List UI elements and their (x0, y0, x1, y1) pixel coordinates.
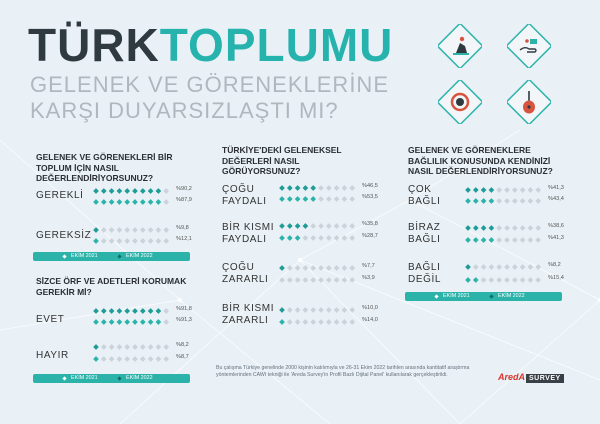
diamond-mark (295, 196, 301, 202)
diamond-mark (342, 319, 348, 325)
title-part1: TÜRK (28, 19, 160, 71)
diamond-mark (504, 237, 510, 243)
diamond-mark (295, 235, 301, 241)
diamond-mark (520, 225, 526, 231)
diamond-mark (528, 237, 534, 243)
diamond-mark (140, 227, 146, 233)
diamond-mark (535, 237, 541, 243)
diamond-mark (496, 264, 502, 270)
q2-title: SİZCE ÖRF VE ADETLERİ KORUMAK GEREKİR Mİ? (36, 276, 187, 297)
q3-label-0: ÇOĞU FAYDALI (222, 184, 267, 207)
diamond-mark (496, 198, 502, 204)
diamond-mark (496, 225, 502, 231)
diamond-mark (465, 237, 471, 243)
diamond-mark (156, 319, 162, 325)
diamond-mark (279, 265, 285, 271)
diamond-mark (101, 238, 107, 244)
diamond-mark (535, 277, 541, 283)
diamond-mark (349, 307, 355, 313)
diamond-mark (140, 238, 146, 244)
diamond-mark (342, 307, 348, 313)
diamond-mark (528, 225, 534, 231)
diamond-mark (496, 277, 502, 283)
diamond-mark (303, 235, 309, 241)
diamond-mark (109, 227, 115, 233)
q1-label-1: GEREKSİZ (36, 230, 92, 241)
diamond-mark (132, 356, 138, 362)
q1-legend: EKİM 2021 EKİM 2022 (33, 252, 190, 261)
diamond-mark (334, 265, 340, 271)
diamond-mark (334, 307, 340, 313)
diamond-mark (512, 277, 518, 283)
diamond-mark (489, 264, 495, 270)
diamond-mark (326, 223, 332, 229)
diamond-mark (132, 344, 138, 350)
diamond-mark (117, 199, 123, 205)
diamond-mark (287, 319, 293, 325)
diamond-mark (132, 238, 138, 244)
diamond-mark (148, 319, 154, 325)
diamond-mark (140, 199, 146, 205)
q3-label-1: BİR KISMI FAYDALI (222, 222, 275, 245)
diamond-mark (163, 238, 169, 244)
q1-label-0: GEREKLİ (36, 190, 84, 201)
diamond-mark (303, 307, 309, 313)
diamond-mark (310, 277, 316, 283)
diamond-mark (473, 264, 479, 270)
diamond-mark (124, 227, 130, 233)
diamond-mark (326, 265, 332, 271)
diamond-mark (512, 237, 518, 243)
diamond-mark (287, 265, 293, 271)
baglama-instrument-icon (507, 80, 551, 124)
diamond-mark (481, 225, 487, 231)
diamond-mark (342, 185, 348, 191)
diamond-mark (310, 185, 316, 191)
diamond-mark (465, 225, 471, 231)
q4-legend: EKİM 2021 EKİM 2022 (405, 292, 562, 301)
diamond-mark (489, 237, 495, 243)
diamond-mark (109, 238, 115, 244)
diamond-mark (473, 187, 479, 193)
diamond-mark (93, 238, 99, 244)
diamond-mark (124, 319, 130, 325)
diamond-mark (520, 187, 526, 193)
diamond-mark (481, 277, 487, 283)
q3-label-3: BİR KISMI ZARARLI (222, 303, 275, 326)
diamond-mark (109, 188, 115, 194)
diamond-mark (101, 356, 107, 362)
q1-title: GELENEK VE GÖRENEKLERİ BİR TOPLUM İÇİN NASIL DEĞERLENDİRİYORSUNUZ? (36, 152, 173, 183)
diamond-mark (342, 265, 348, 271)
diamond-mark (279, 235, 285, 241)
diamond-mark (535, 225, 541, 231)
diamond-mark (310, 223, 316, 229)
diamond-mark (101, 319, 107, 325)
diamond-mark (279, 307, 285, 313)
diamond-mark (140, 188, 146, 194)
diamond-mark (132, 199, 138, 205)
diamond-mark (489, 187, 495, 193)
diamond-mark (163, 188, 169, 194)
diamond-mark (93, 199, 99, 205)
diamond-mark (481, 187, 487, 193)
diamond-mark (163, 199, 169, 205)
diamond-mark (109, 308, 115, 314)
diamond-mark (117, 319, 123, 325)
diamond-mark (512, 225, 518, 231)
diamond-mark (156, 227, 162, 233)
diamond-mark (140, 308, 146, 314)
diamond-mark (318, 185, 324, 191)
diamond-mark (473, 198, 479, 204)
diamond-mark (334, 185, 340, 191)
praying-person-icon (438, 24, 482, 68)
diamond-mark (287, 223, 293, 229)
diamond-mark (93, 356, 99, 362)
diamond-mark (512, 198, 518, 204)
diamond-mark (310, 235, 316, 241)
diamond-mark (295, 319, 301, 325)
diamond-mark (93, 227, 99, 233)
diamond-mark (504, 198, 510, 204)
diamond-mark (101, 188, 107, 194)
diamond-mark (334, 235, 340, 241)
diamond-mark (117, 356, 123, 362)
diamond-mark (520, 277, 526, 283)
diamond-mark (342, 277, 348, 283)
giving-hands-icon (507, 24, 551, 68)
diamond-mark (481, 237, 487, 243)
diamond-mark (535, 198, 541, 204)
diamond-mark (279, 277, 285, 283)
diamond-mark (310, 319, 316, 325)
diamond-mark (342, 196, 348, 202)
diamond-mark (124, 188, 130, 194)
diamond-mark (101, 308, 107, 314)
diamond-mark (349, 277, 355, 283)
diamond-mark (318, 235, 324, 241)
diamond-mark (318, 223, 324, 229)
diamond-mark (310, 265, 316, 271)
diamond-mark (148, 238, 154, 244)
diamond-mark (93, 319, 99, 325)
diamond-mark (109, 319, 115, 325)
areda-survey-logo: AredA SURVEY (498, 372, 564, 382)
diamond-mark (295, 265, 301, 271)
diamond-mark (132, 308, 138, 314)
diamond-mark (101, 227, 107, 233)
diamond-mark (318, 277, 324, 283)
diamond-mark (489, 277, 495, 283)
diamond-mark (279, 196, 285, 202)
diamond-mark (117, 188, 123, 194)
diamond-mark (504, 187, 510, 193)
diamond-mark (473, 225, 479, 231)
diamond-mark (342, 223, 348, 229)
diamond-mark (489, 225, 495, 231)
diamond-mark (287, 307, 293, 313)
diamond-mark (520, 198, 526, 204)
diamond-mark (117, 238, 123, 244)
diamond-mark (132, 319, 138, 325)
diamond-mark (481, 198, 487, 204)
diamond-mark (156, 344, 162, 350)
diamond-mark (93, 344, 99, 350)
diamond-mark (535, 264, 541, 270)
subtitle-line1: GELENEK VE GÖRENEKLERİNE (30, 72, 389, 97)
diamond-mark (109, 356, 115, 362)
diamond-mark (93, 308, 99, 314)
diamond-mark (520, 237, 526, 243)
diamond-mark (117, 344, 123, 350)
diamond-mark (101, 199, 107, 205)
diamond-mark (132, 227, 138, 233)
q2-label-0: EVET (36, 314, 65, 325)
diamond-mark (465, 198, 471, 204)
q4-label-1: BİRAZ BAĞLI (408, 222, 441, 245)
diamond-mark (295, 185, 301, 191)
diamond-mark (349, 235, 355, 241)
diamond-mark (124, 238, 130, 244)
diamond-mark (326, 235, 332, 241)
diamond-mark (489, 198, 495, 204)
diamond-mark (303, 223, 309, 229)
diamond-mark (156, 188, 162, 194)
diamond-mark (465, 187, 471, 193)
methodology-footnote: Bu çalışma Türkiye genelinde 2000 kişinin katılımıyla ve 26-31 Ekim 2022 tarihleri arasında kantitatif araştırma yöntemlerinden CAWI tekniği ile 'Areda Survey'in Profil Bazlı Dijital Panel' kullanılarak gerçekleştirildi. (216, 365, 470, 378)
diamond-mark (528, 187, 534, 193)
diamond-mark (326, 277, 332, 283)
q4-label-0: ÇOK BAĞLI (408, 184, 441, 207)
diamond-mark (287, 196, 293, 202)
diamond-mark (504, 277, 510, 283)
diamond-mark (349, 223, 355, 229)
diamond-mark (326, 319, 332, 325)
diamond-mark (93, 188, 99, 194)
diamond-mark (465, 264, 471, 270)
subtitle-line2: KARŞI DUYARSIZLAŞTI MI? (30, 98, 339, 123)
diamond-mark (279, 223, 285, 229)
diamond-mark (287, 185, 293, 191)
diamond-mark (148, 199, 154, 205)
diamond-mark (109, 199, 115, 205)
diamond-mark (504, 225, 510, 231)
diamond-mark (148, 356, 154, 362)
diamond-mark (279, 319, 285, 325)
henna-plate-icon (438, 80, 482, 124)
q2-label-1: HAYIR (36, 350, 69, 361)
diamond-mark (318, 319, 324, 325)
diamond-mark (163, 308, 169, 314)
diamond-mark (303, 196, 309, 202)
page-title (28, 19, 394, 71)
diamond-mark (140, 356, 146, 362)
diamond-mark (349, 265, 355, 271)
diamond-mark (303, 265, 309, 271)
diamond-mark (163, 227, 169, 233)
diamond-mark (496, 187, 502, 193)
q3-label-2: ÇOĞU ZARARLI (222, 262, 269, 285)
diamond-mark (156, 308, 162, 314)
diamond-mark (163, 356, 169, 362)
diamond-mark (303, 319, 309, 325)
diamond-mark (148, 344, 154, 350)
diamond-mark (156, 356, 162, 362)
diamond-mark (279, 185, 285, 191)
diamond-mark (326, 307, 332, 313)
diamond-mark (163, 319, 169, 325)
diamond-mark (318, 307, 324, 313)
diamond-mark (496, 237, 502, 243)
diamond-mark (124, 199, 130, 205)
diamond-mark (349, 196, 355, 202)
diamond-mark (318, 265, 324, 271)
diamond-mark (303, 185, 309, 191)
diamond-mark (117, 308, 123, 314)
diamond-mark (504, 264, 510, 270)
diamond-mark (342, 235, 348, 241)
diamond-mark (303, 277, 309, 283)
diamond-mark (140, 319, 146, 325)
diamond-mark (156, 199, 162, 205)
diamond-mark (326, 196, 332, 202)
q2-legend: EKİM 2021 EKİM 2022 (33, 374, 190, 383)
diamond-mark (512, 264, 518, 270)
diamond-mark (295, 277, 301, 283)
diamond-mark (148, 188, 154, 194)
diamond-mark (295, 307, 301, 313)
diamond-mark (156, 238, 162, 244)
diamond-mark (349, 185, 355, 191)
diamond-mark (310, 307, 316, 313)
diamond-mark (528, 264, 534, 270)
diamond-mark (520, 264, 526, 270)
diamond-mark (124, 308, 130, 314)
diamond-mark (465, 277, 471, 283)
q3-title: TÜRKİYE'DEKİ GELENEKSEL DEĞERLERİ NASIL GÖRÜYORSUNUZ? (222, 145, 342, 176)
diamond-mark (101, 344, 107, 350)
q4-label-2: BAĞLI DEĞİL (408, 262, 442, 285)
diamond-mark (109, 344, 115, 350)
diamond-mark (334, 319, 340, 325)
diamond-mark (117, 227, 123, 233)
q4-title: GELENEK VE GÖRENEKLERE BAĞLILIK KONUSUNDA KENDİNİZİ NASIL DEĞERLENDİRİYORSUNUZ? (408, 145, 553, 176)
diamond-mark (318, 196, 324, 202)
diamond-mark (535, 187, 541, 193)
diamond-mark (148, 227, 154, 233)
diamond-mark (124, 356, 130, 362)
title-part2: TOPLUMU (159, 19, 394, 71)
diamond-mark (295, 223, 301, 229)
diamond-mark (334, 277, 340, 283)
diamond-mark (326, 185, 332, 191)
diamond-mark (140, 344, 146, 350)
diamond-mark (124, 344, 130, 350)
diamond-mark (528, 198, 534, 204)
diamond-mark (132, 188, 138, 194)
diamond-mark (473, 277, 479, 283)
diamond-mark (287, 277, 293, 283)
diamond-mark (287, 235, 293, 241)
diamond-mark (473, 237, 479, 243)
diamond-mark (334, 196, 340, 202)
diamond-mark (334, 223, 340, 229)
diamond-mark (310, 196, 316, 202)
diamond-mark (481, 264, 487, 270)
diamond-mark (512, 187, 518, 193)
diamond-mark (163, 344, 169, 350)
diamond-mark (349, 319, 355, 325)
diamond-mark (148, 308, 154, 314)
diamond-mark (528, 277, 534, 283)
